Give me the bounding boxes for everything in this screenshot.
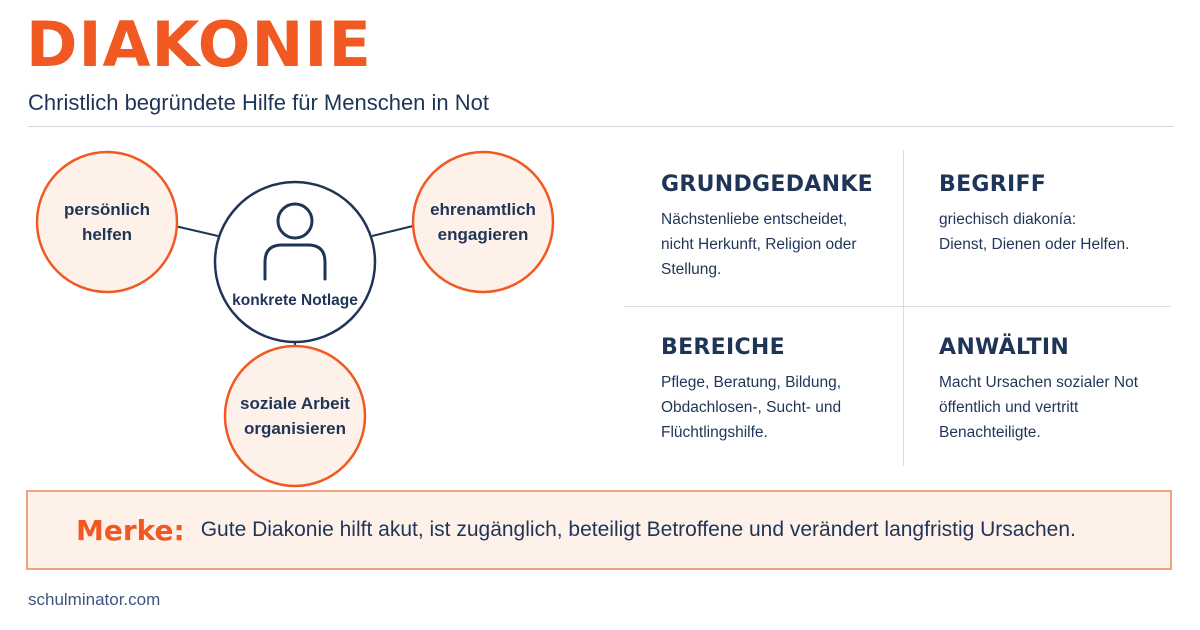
card-heading: GRUNDGEDANKE bbox=[661, 172, 873, 197]
card-anwaeltin bbox=[939, 335, 1138, 445]
page-title: DIAKONIE bbox=[26, 8, 372, 81]
connector-left bbox=[175, 226, 218, 236]
center-node-label bbox=[202, 286, 388, 314]
node-right bbox=[413, 152, 553, 292]
node-bottom-line-2: organisieren bbox=[243, 419, 347, 438]
center-label: konkrete Notlage bbox=[232, 291, 358, 309]
node-bottom bbox=[225, 346, 365, 486]
card-text-line: Dienst, Dienen oder Helfen. bbox=[939, 236, 1130, 253]
card-text-line: Flüchtlingshilfe. bbox=[661, 424, 768, 441]
merke-text: Gute Diakonie hilft akut, ist zugänglich, beteiligt Betroffene und verändert langfristig Ursachen. bbox=[200, 518, 1076, 541]
card-text-line: Macht Ursachen sozialer Not bbox=[939, 374, 1138, 391]
card-begriff bbox=[939, 172, 1129, 257]
card-bereiche bbox=[661, 335, 841, 445]
cards-vertical-divider bbox=[903, 150, 904, 466]
node-right-line-2: engagieren bbox=[437, 225, 529, 244]
card-heading: BEGRIFF bbox=[939, 172, 1047, 197]
card-text-line: Pflege, Beratung, Bildung, bbox=[661, 374, 842, 391]
card-text-line: nicht Herkunft, Religion oder bbox=[661, 236, 857, 253]
merke-label: Merke: bbox=[76, 513, 185, 547]
node-right-line-1: ehrenamtlich bbox=[430, 200, 536, 219]
card-text-line: Benachteiligte. bbox=[939, 424, 1041, 441]
node-bottom-line-1: soziale Arbeit bbox=[240, 394, 350, 413]
merke-box bbox=[26, 490, 1172, 570]
card-text-line: griechisch diakonía: bbox=[939, 211, 1076, 228]
connector-right bbox=[372, 226, 413, 236]
node-left-line-2: helfen bbox=[81, 225, 133, 244]
footer-source: schulminator.com bbox=[28, 590, 161, 609]
card-heading: BEREICHE bbox=[661, 335, 785, 360]
cards-horizontal-divider bbox=[624, 306, 1171, 307]
center-circle bbox=[215, 182, 375, 342]
node-left-line-1: persönlich bbox=[64, 200, 150, 219]
page-subtitle: Christlich begründete Hilfe für Menschen in Not bbox=[28, 90, 490, 115]
card-text-line: öffentlich und vertritt bbox=[939, 399, 1079, 416]
card-heading: ANWÄLTIN bbox=[939, 335, 1070, 360]
card-text-line: Obdachlosen-, Sucht- und bbox=[661, 399, 842, 416]
card-text-line: Stellung. bbox=[661, 261, 722, 278]
card-grundgedanke bbox=[661, 172, 873, 282]
card-text-line: Nächstenliebe entscheidet, bbox=[661, 211, 848, 228]
node-left bbox=[37, 152, 177, 292]
